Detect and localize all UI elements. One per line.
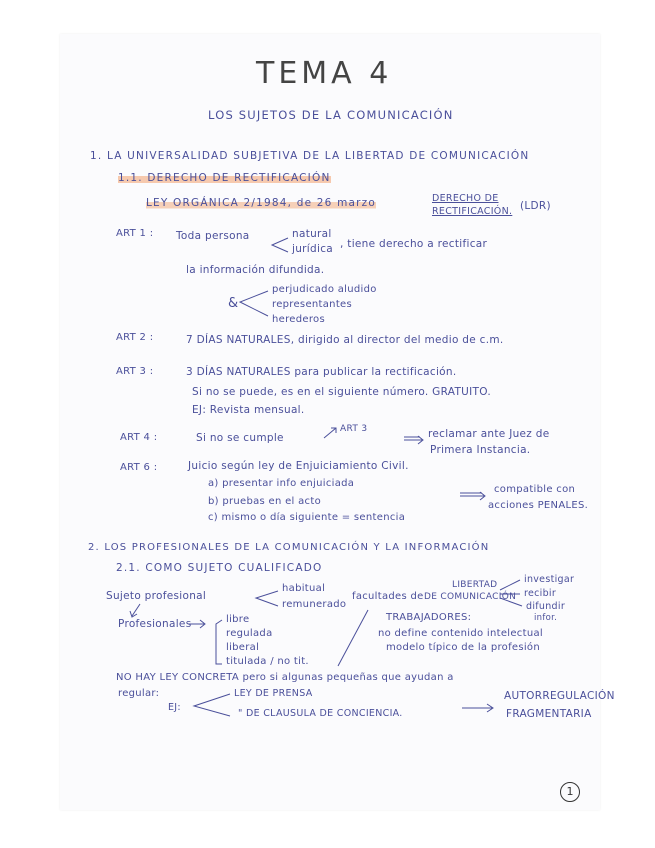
section-1-1-heading: 1.1. DERECHO DE RECTIFICACIÓN bbox=[118, 172, 331, 184]
section-2-heading: 2. LOS PROFESIONALES DE LA COMUNICACIÓN Y LA INFORMACIÓN bbox=[88, 542, 490, 553]
autorregulacion: AUTORREGULACIÓN bbox=[504, 690, 615, 702]
art3-line1: 3 DÍAS NATURALES para publicar la rectificación. bbox=[186, 366, 457, 378]
art3-line3: EJ: Revista mensual. bbox=[192, 404, 305, 416]
libertad-line2: DE COMUNICACIÓN bbox=[424, 592, 517, 602]
habitual: habitual bbox=[282, 583, 326, 594]
page-number: 1 bbox=[560, 782, 580, 802]
ejemplo-clausula: " DE CLAUSULA DE CONCIENCIA. bbox=[238, 708, 403, 719]
art3-label: ART 3 : bbox=[116, 366, 154, 377]
art1-text-b: , tiene derecho a rectificar bbox=[340, 238, 488, 250]
page-subtitle: LOS SUJETOS DE LA COMUNICACIÓN bbox=[208, 108, 454, 122]
art1-herederos: herederos bbox=[272, 314, 325, 325]
art4-reference: ART 3 bbox=[340, 424, 368, 434]
art1-ampersand: & bbox=[228, 296, 239, 311]
art6-result-line1: compatible con bbox=[494, 484, 576, 495]
difundir-infor: infor. bbox=[534, 613, 558, 623]
no-hay-ley-line2: regular: bbox=[118, 688, 160, 699]
libertad-line1: LIBERTAD bbox=[452, 580, 498, 590]
sujeto-profesional: Sujeto profesional bbox=[106, 590, 207, 602]
ley-reference: LEY ORGÁNICA 2/1984, de 26 marzo bbox=[146, 197, 377, 209]
art3-line2: Si no se puede, es en el siguiente número. GRATUITO. bbox=[192, 386, 492, 398]
art1-juridica: jurídica bbox=[292, 243, 333, 255]
fragmentaria: FRAGMENTARIA bbox=[506, 708, 592, 720]
trabajadores-line3: modelo típico de la profesión bbox=[386, 642, 540, 653]
art4-text-a: Si no se cumple bbox=[196, 432, 284, 444]
art1-label: ART 1 : bbox=[116, 228, 154, 239]
trabajadores-line2: no define contenido intelectual bbox=[378, 628, 543, 639]
art4-result-line2: Primera Instancia. bbox=[430, 444, 531, 456]
page-title: TEMA 4 bbox=[256, 56, 393, 91]
facultades-de: facultades de bbox=[352, 591, 424, 602]
art6-item-b: b) pruebas en el acto bbox=[208, 496, 321, 507]
remunerado: remunerado bbox=[282, 599, 347, 610]
ejemplo-ley-prensa: LEY DE PRENSA bbox=[234, 688, 313, 699]
trabajadores-heading: TRABAJADORES: bbox=[386, 612, 472, 623]
art2-label: ART 2 : bbox=[116, 332, 154, 343]
art1-text-c: la información difundida. bbox=[186, 264, 325, 276]
art6-item-c: c) mismo o día siguiente = sentencia bbox=[208, 512, 406, 523]
art6-item-a: a) presentar info enjuiciada bbox=[208, 478, 355, 489]
prof-libre: libre bbox=[226, 614, 250, 625]
art4-result-line1: reclamar ante Juez de bbox=[428, 428, 550, 440]
art1-natural: natural bbox=[292, 228, 332, 240]
art6-result-line2: acciones PENALES. bbox=[488, 500, 589, 511]
art2-text: 7 DÍAS NATURALES, dirigido al director del medio de c.m. bbox=[186, 334, 504, 346]
profesionales: Profesionales bbox=[118, 618, 192, 630]
no-hay-ley-line1: NO HAY LEY CONCRETA pero si algunas pequeñas que ayudan a bbox=[116, 672, 454, 683]
ley-abbreviation: (LDR) bbox=[520, 200, 551, 212]
recibir: recibir bbox=[524, 588, 557, 599]
art1-perjudicado: perjudicado aludido bbox=[272, 284, 377, 295]
section-1-heading: 1. LA UNIVERSALIDAD SUBJETIVA DE LA LIBERTAD DE COMUNICACIÓN bbox=[90, 150, 530, 162]
art6-label: ART 6 : bbox=[120, 462, 158, 473]
ley-name-line1: DERECHO DE bbox=[432, 193, 499, 204]
art6-text: Juicio según ley de Enjuiciamiento Civil. bbox=[188, 460, 409, 472]
prof-regulada: regulada bbox=[226, 628, 273, 639]
art1-representantes: representantes bbox=[272, 299, 353, 310]
investigar: investigar bbox=[524, 574, 575, 585]
prof-liberal: liberal bbox=[226, 642, 260, 653]
difundir: difundir bbox=[526, 601, 566, 612]
section-2-1-heading: 2.1. COMO SUJETO CUALIFICADO bbox=[116, 562, 323, 574]
art4-label: ART 4 : bbox=[120, 432, 158, 443]
prof-titulada: titulada / no tit. bbox=[226, 656, 309, 667]
ley-name-line2: RECTIFICACIÓN. bbox=[432, 206, 513, 217]
ejemplo-label: EJ: bbox=[168, 702, 181, 713]
art1-text-a: Toda persona bbox=[176, 230, 250, 242]
